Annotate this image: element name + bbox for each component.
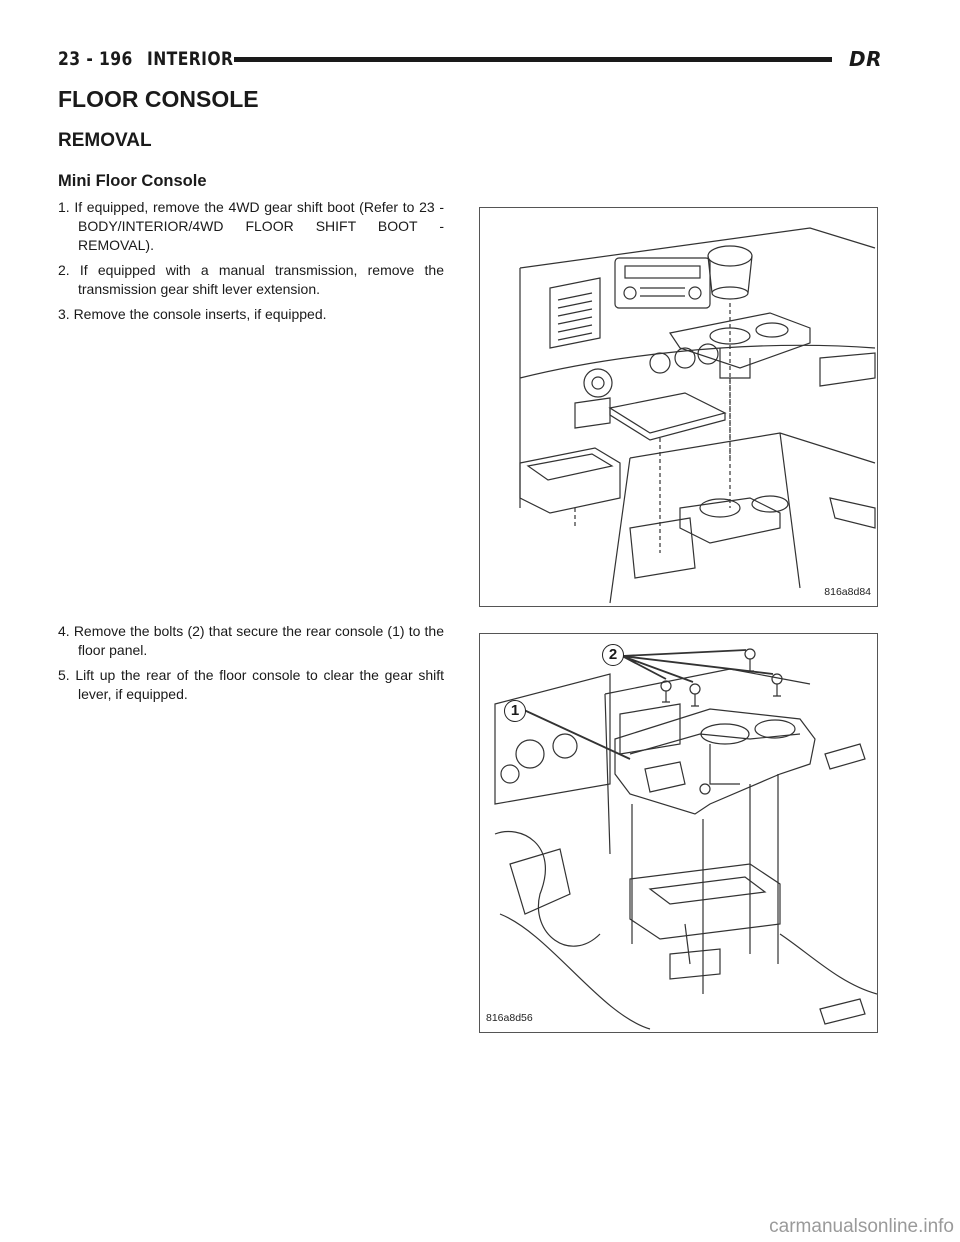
procedure-steps-part2 — [58, 622, 444, 710]
subsection-title: Mini Floor Console — [58, 172, 207, 190]
page-number: 23 - 196 — [58, 48, 133, 70]
figure-rear-console-bolts — [479, 633, 878, 1033]
step-item: 4. Remove the bolts (2) that secure the rear console (1) to the floor panel. — [58, 623, 444, 658]
console-inserts-illustration — [480, 208, 877, 606]
figure-id: 816a8d84 — [824, 586, 871, 598]
figure-id: 816a8d56 — [486, 1012, 533, 1024]
callout-label-2: 2 — [602, 644, 624, 666]
step-item: 2. If equipped with a manual transmission, remove the transmission gear shift lever extension. — [58, 262, 444, 297]
step-item: 1. If equipped, remove the 4WD gear shift boot (Refer to 23 - BODY/INTERIOR/4WD FLOOR SHIFT BOOT - REMOVAL). — [58, 199, 444, 253]
page-title: FLOOR CONSOLE — [58, 86, 259, 112]
callout-label-1: 1 — [504, 700, 526, 722]
watermark: carmanualsonline.info — [769, 1216, 954, 1237]
rear-console-illustration — [480, 634, 877, 1032]
procedure-steps-part1 — [58, 198, 444, 330]
step-item: 3. Remove the console inserts, if equipped. — [58, 306, 327, 322]
page-header — [58, 46, 882, 72]
model-code: DR — [848, 47, 882, 71]
step-item: 5. Lift up the rear of the floor console to clear the gear shift lever, if equipped. — [58, 667, 444, 702]
header-rule — [234, 57, 832, 62]
section-subtitle: REMOVAL — [58, 130, 152, 151]
figure-console-inserts — [479, 207, 878, 607]
section-name: INTERIOR — [147, 48, 234, 70]
